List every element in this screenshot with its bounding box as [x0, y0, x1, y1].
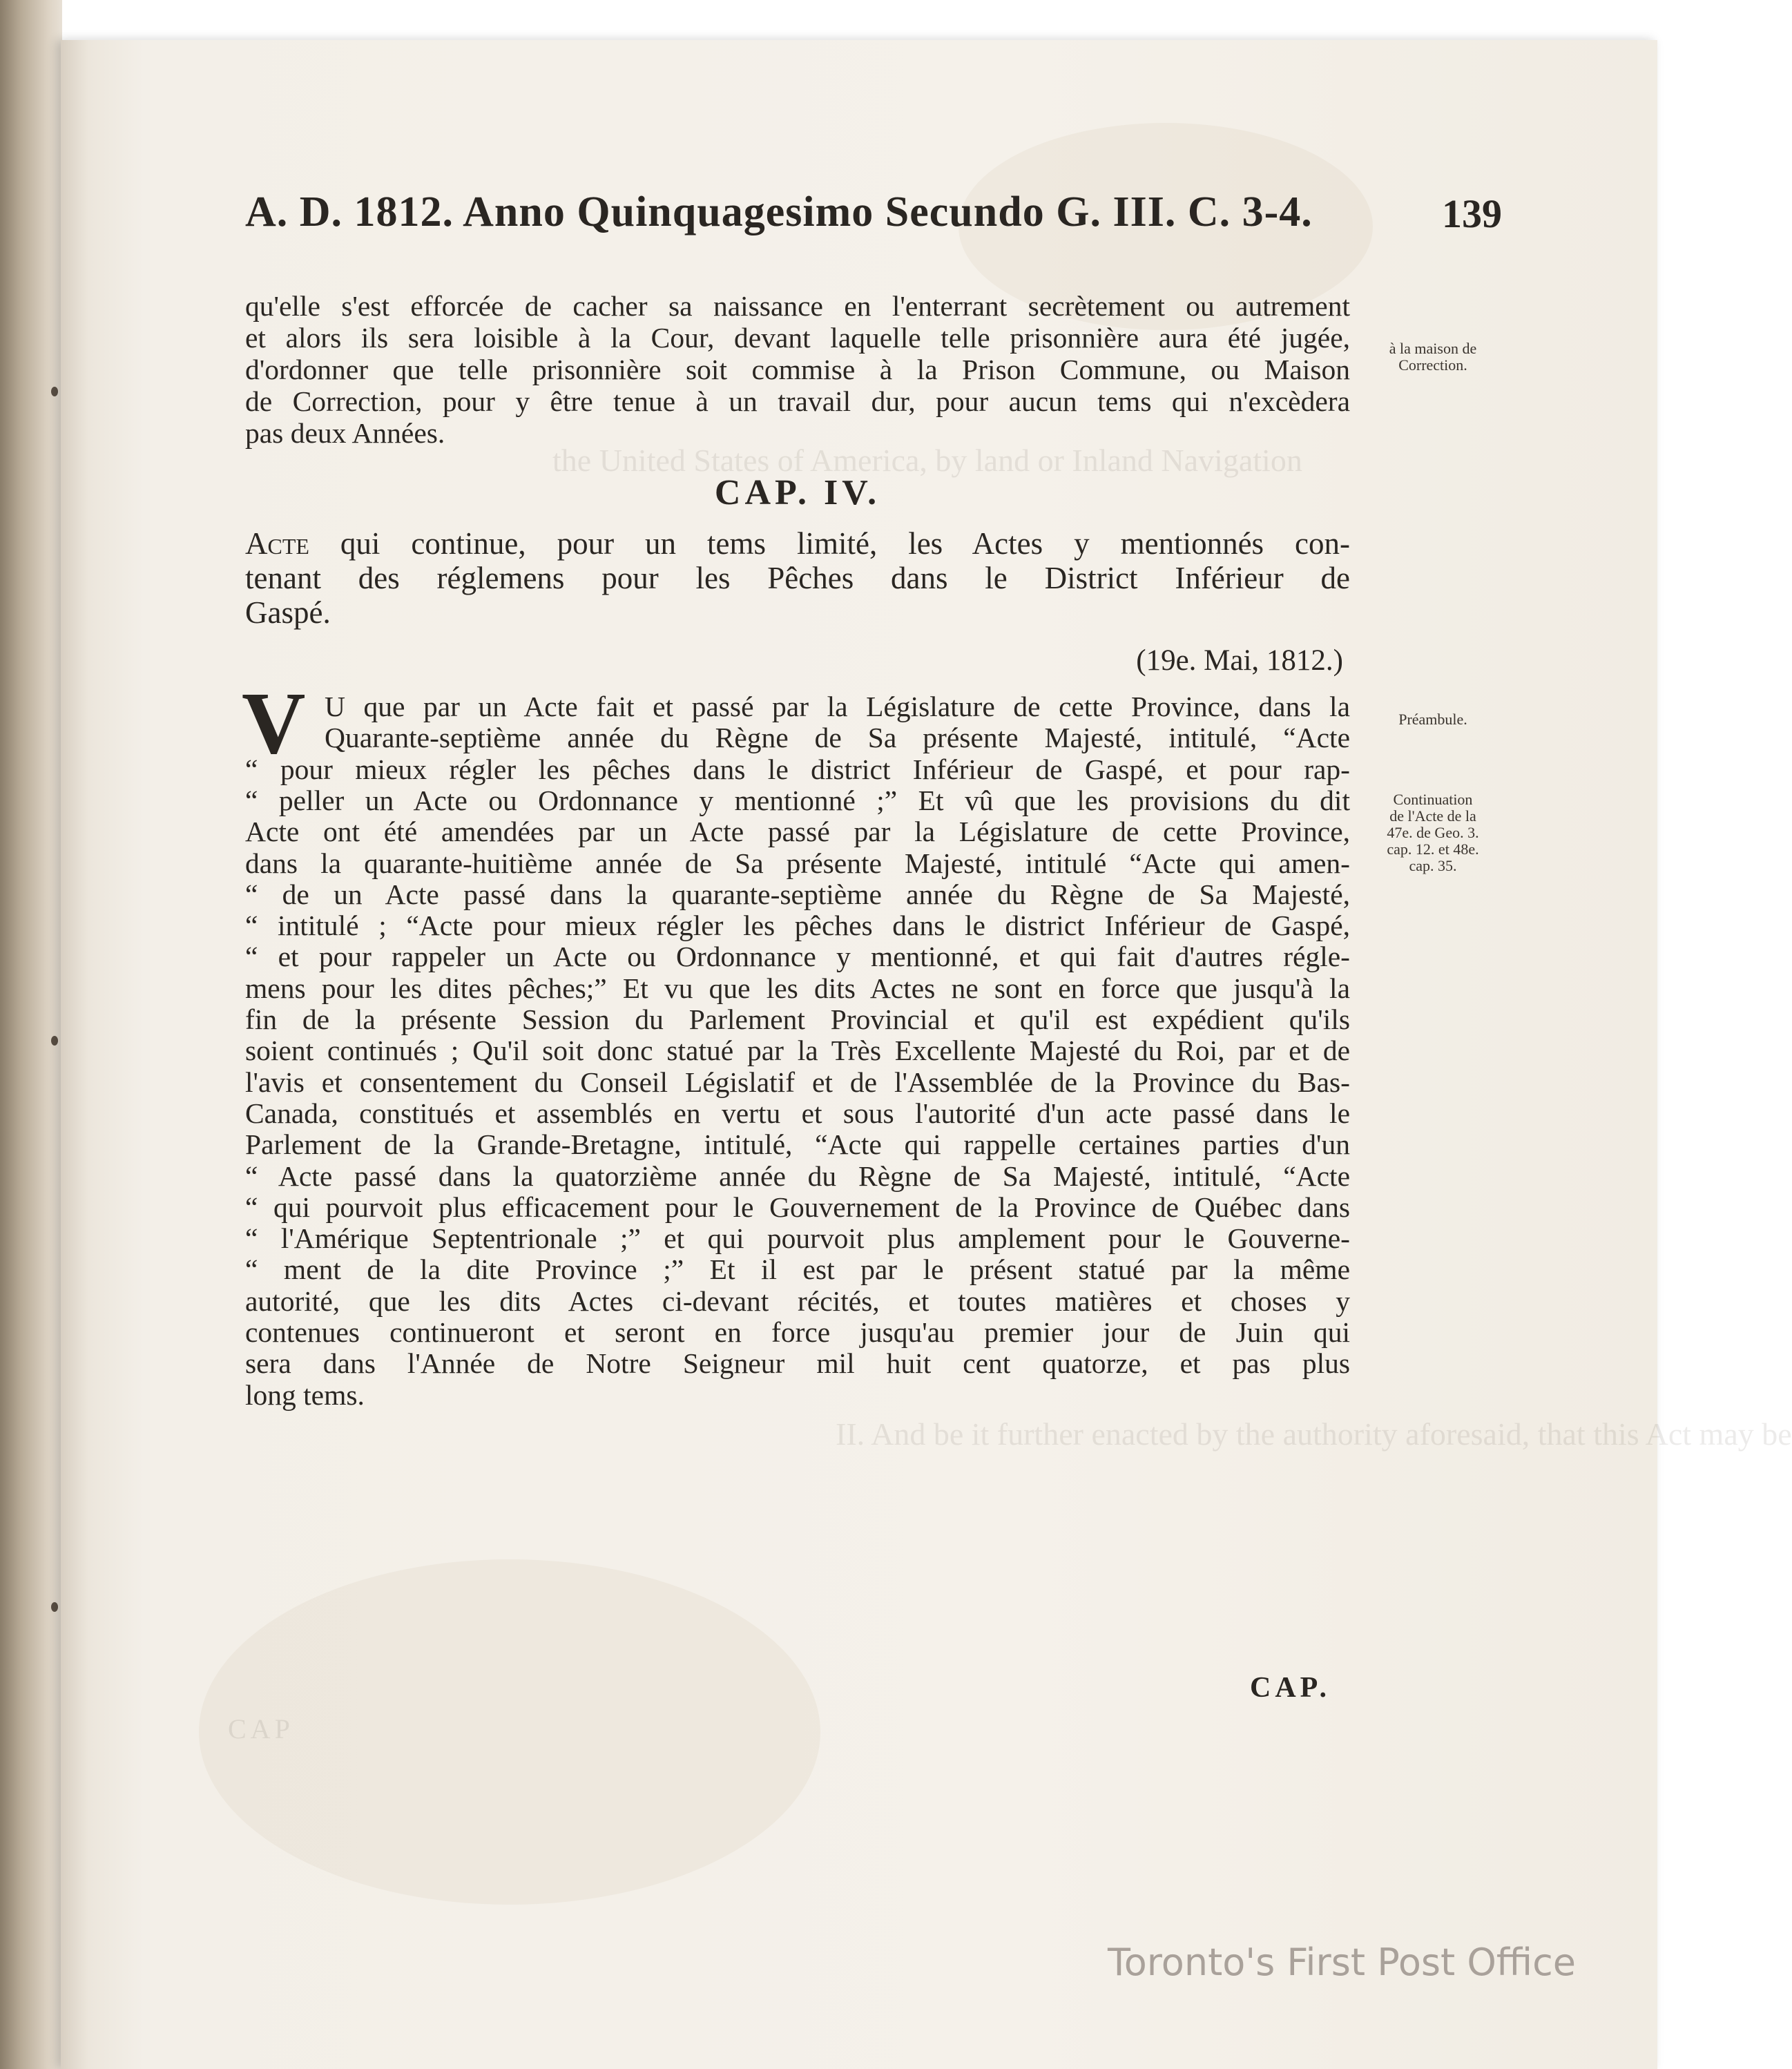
margin-note-continuation: Continuation de l'Acte de la 47e. de Geo. 3. cap. 12. et 48e. cap. 35.: [1387, 791, 1479, 874]
show-through-text: II. And be it further enacted by the authority aforesaid, that this Act may be: [836, 1416, 1792, 1452]
margin-note-preamble: Préambule.: [1398, 711, 1467, 728]
show-through-text: CAP: [228, 1713, 294, 1744]
chapter-title-line: Gaspé.: [245, 595, 331, 630]
text-line: Parlement de la Grande-Bretagne, intitulé, “Acte qui rappelle certaines parties d'un: [245, 1128, 1350, 1160]
binding-hole: [51, 1036, 58, 1046]
chapter-title-first-word: Acte: [245, 526, 309, 561]
book-spine: [0, 0, 62, 2069]
text-line: “ ment de la dite Province ;” Et il est par le présent statué par la même: [245, 1253, 1350, 1285]
text-line: “ Acte passé dans la quatorzième année du Règne de Sa Majesté, intitulé, “Acte: [245, 1160, 1350, 1192]
chapter-heading: CAP. IV.: [714, 473, 881, 512]
text-line: “ intitulé ; “Acte pour mieux régler les pêches dans le district Inférieur de Gaspé,: [245, 910, 1350, 941]
text-line: pas deux Années.: [245, 417, 445, 449]
show-through-text: the United States of America, by land or Inland Navigation: [552, 443, 1302, 478]
text-line: U que par un Acte fait et passé par la Législature de cette Province, dans la: [325, 691, 1350, 722]
running-head: [245, 181, 1502, 243]
text-line: “ et pour rappeler un Acte ou Ordonnance y mentionné, et qui fait d'autres régle-: [245, 941, 1350, 972]
text-line: Canada, constitués et assemblés en vertu et sous l'autorité d'un acte passé dans le: [245, 1097, 1350, 1129]
page-number: 139: [1442, 191, 1502, 236]
catchword: CAP.: [1250, 1672, 1331, 1704]
text-line: qu'elle s'est efforcée de cacher sa naissance en l'enterrant secrètement ou autrement: [245, 290, 1350, 322]
text-line: d'ordonner que telle prisonnière soit commise à la Prison Commune, ou Maison: [245, 354, 1350, 385]
binding-hole: [51, 387, 58, 396]
binding-hole: [51, 1602, 58, 1612]
chapter-title-line: Acte qui continue, pour un tems limité, les Actes y mentionnés con-: [245, 526, 1350, 561]
watermark: Toronto's First Post Office: [1107, 1941, 1576, 1984]
chapter-title-line: tenant des réglemens pour les Pêches dans le District Inférieur de: [245, 561, 1350, 595]
text-line: Quarante-septième année du Règne de Sa présente Majesté, intitulé, “Acte: [325, 722, 1350, 753]
text-line: mens pour les dites pêches;” Et vu que les dits Actes ne sont en force que jusqu'à la: [245, 972, 1350, 1004]
text-line: “ pour mieux régler les pêches dans le district Inférieur de Gaspé, et pour rap-: [245, 753, 1350, 785]
text-line: autorité, que les dits Actes ci-devant récités, et toutes matières et choses y: [245, 1285, 1350, 1317]
text-line: “ de un Acte passé dans la quarante-septième année du Règne de Sa Majesté,: [245, 878, 1350, 910]
text-line: de Correction, pour y être tenue à un travail dur, pour aucun tems qui n'excèdera: [245, 385, 1350, 417]
text-line: “ peller un Acte ou Ordonnance y mentionné ;” Et vû que les provisions du dit: [245, 785, 1350, 816]
text-line: contenues continueront et seront en force jusqu'au premier jour de Juin qui: [245, 1316, 1350, 1348]
text-line: et alors ils sera loisible à la Cour, devant laquelle telle prisonnière aura été jugée,: [245, 322, 1350, 354]
margin-note-correction: à la maison de Correction.: [1389, 340, 1477, 374]
enactment-date: (19e. Mai, 1812.): [1136, 644, 1343, 677]
drop-cap: V: [242, 674, 306, 772]
text-line: Acte ont été amendées par un Acte passé par la Législature de cette Province,: [245, 816, 1350, 847]
text-line: soient continués ; Qu'il soit donc statué par la Très Excellente Majesté du Roi, par et de: [245, 1034, 1350, 1066]
text-line: long tems.: [245, 1379, 365, 1411]
text-line: fin de la présente Session du Parlement Provincial et qu'il est expédient qu'ils: [245, 1003, 1350, 1035]
text-line: dans la quarante-huitième année de Sa présente Majesté, intitulé “Acte qui amen-: [245, 847, 1350, 879]
text-line: sera dans l'Année de Notre Seigneur mil huit cent quatorze, et pas plus: [245, 1347, 1350, 1379]
text-line: l'avis et consentement du Conseil Législatif et de l'Assemblée de la Province du Bas-: [245, 1066, 1350, 1098]
text-line: “ qui pourvoit plus efficacement pour le Gouvernement de la Province de Québec dans: [245, 1191, 1350, 1223]
text-line: “ l'Amérique Septentrionale ;” et qui pourvoit plus amplement pour le Gouverne-: [245, 1222, 1350, 1254]
running-head-title: A. D. 1812. Anno Quinquagesimo Secundo G. III. C. 3-4.: [245, 189, 1313, 235]
